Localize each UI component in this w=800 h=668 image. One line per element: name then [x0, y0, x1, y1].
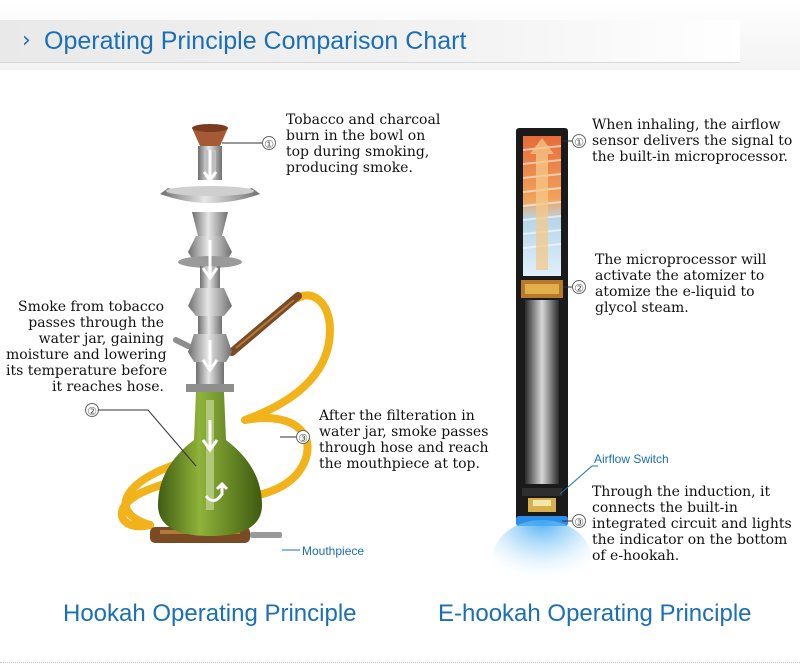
- mouthpiece-label: Mouthpiece: [302, 544, 365, 558]
- ehookah-note-1: When inhaling, the airflow sensor delivers the signal to the built-in microprocessor.: [592, 117, 793, 165]
- hookah-note-1: Tobacco and charcoal burn in the bowl on top during smoking, producing smoke.: [286, 112, 441, 176]
- hookah-marker-2: ②: [87, 405, 97, 418]
- ehookah-marker-3: ③: [574, 516, 584, 529]
- ehookah-note-2: The microprocessor will activate the atomizer to atomize the e-liquid to glycol steam.: [595, 252, 767, 316]
- ehookah-battery: [525, 300, 559, 484]
- ehookah-illustration: [492, 128, 592, 600]
- ehookah-marker-1: ①: [574, 136, 584, 149]
- page-title: Operating Principle Comparison Chart: [44, 27, 467, 55]
- airflow-switch-label: Airflow Switch: [594, 452, 669, 466]
- chevron-right-icon: ›: [22, 28, 31, 53]
- hookah-caption: Hookah Operating Principle: [63, 600, 357, 627]
- footer-divider: [0, 662, 800, 663]
- hookah-note-3: After the filteration in water jar, smoke passes through hose and reach the mouthpiece at top.: [319, 408, 489, 472]
- hookah-marker-3: ③: [298, 432, 308, 445]
- ehookah-caption: E-hookah Operating Principle: [438, 600, 752, 627]
- hookah-marker-1: ①: [264, 138, 274, 151]
- ehookah-glow: [492, 520, 592, 600]
- hookah-stem: [192, 212, 228, 236]
- hookah-note-2: Smoke from tobacco passes through the water jar, gaining moisture and lowering its temperature before it reaches hose.: [6, 299, 168, 395]
- ehookah-note-3: Through the induction, it connects the built-in integrated circuit and lights the indicator on the bottom of e-hookah.: [592, 484, 792, 564]
- hookah-mouthpiece: [250, 532, 282, 538]
- ehookah-marker-2: ②: [574, 282, 584, 295]
